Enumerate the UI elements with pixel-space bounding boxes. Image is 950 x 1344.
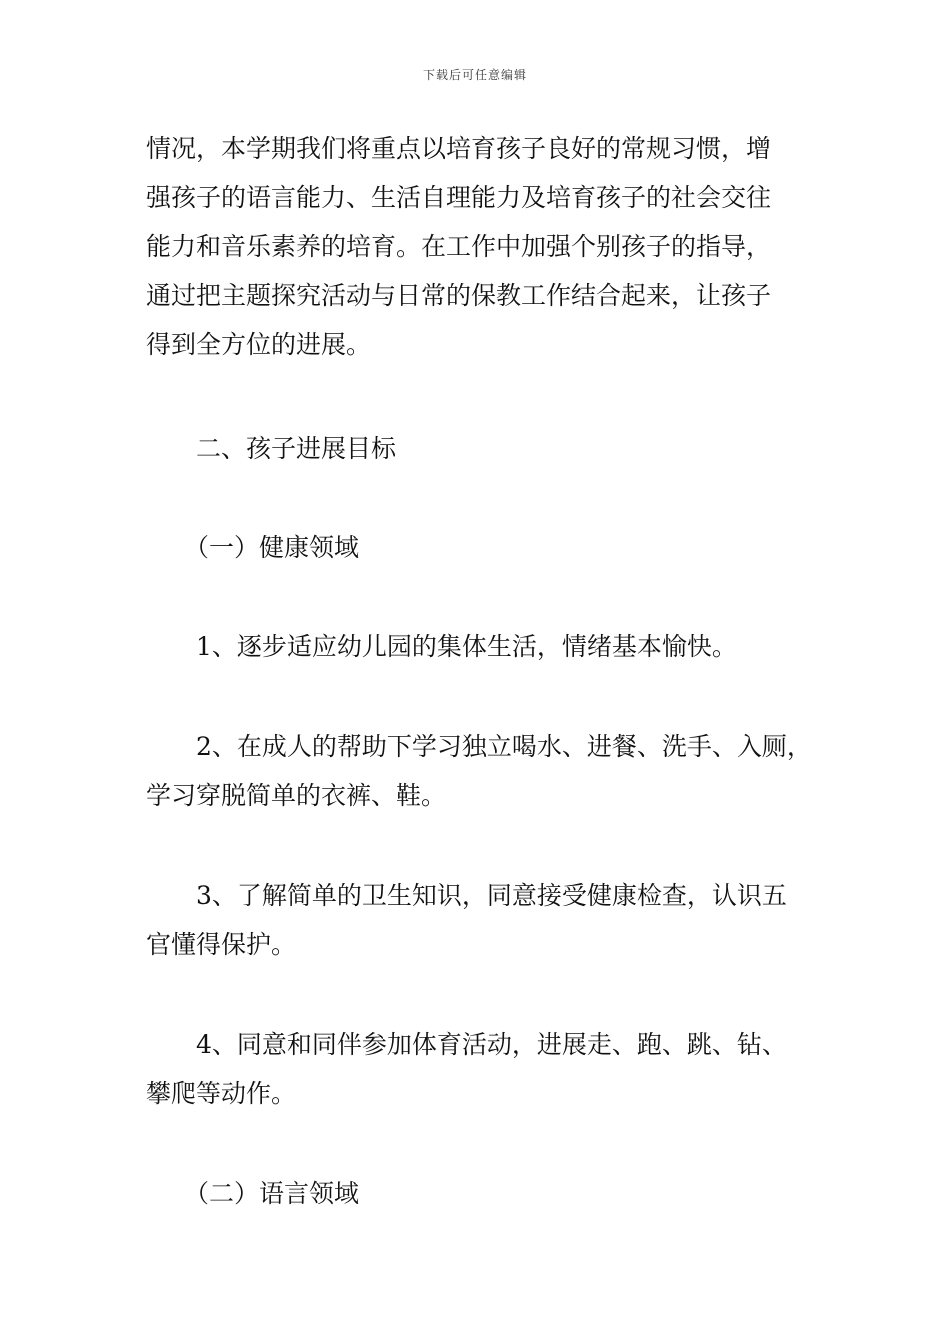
- subsection-title: （二）语言领域: [184, 1179, 360, 1208]
- text-line: 得到全方位的进展。: [146, 330, 372, 359]
- subsection-heading-language: [146, 1169, 854, 1218]
- list-item-text: 1、逐步适应幼儿园的集体生活，情绪基本愉快。: [196, 632, 737, 661]
- list-item-text: 2、在成人的帮助下学习独立喝水、进餐、洗手、入厕，: [196, 732, 812, 761]
- text-line: 强孩子的语言能力、生活自理能力及培育孩子的社会交往: [146, 183, 772, 212]
- section-title: 二、孩子进展目标: [196, 434, 397, 463]
- intro-paragraph: [146, 124, 816, 369]
- page-header-note: 下载后可任意编辑: [422, 68, 527, 82]
- list-item-text: 3、了解简单的卫生知识，同意接受健康检查，认识五: [196, 881, 787, 910]
- section-heading: [146, 424, 866, 473]
- list-item: [146, 622, 816, 671]
- subsection-heading-health: [146, 523, 854, 572]
- list-item-continuation: 官懂得保护。: [146, 930, 297, 959]
- text-line: 通过把主题探究活动与日常的保教工作结合起来，让孩子: [146, 281, 772, 310]
- text-line: 能力和音乐素养的培育。在工作中加强个别孩子的指导，: [146, 232, 772, 261]
- list-item-continuation: 学习穿脱简单的衣裤、鞋。: [146, 781, 447, 810]
- list-item-text: 4、同意和同伴参加体育活动，进展走、跑、跳、钻、: [196, 1030, 787, 1059]
- list-item: [146, 1020, 816, 1118]
- list-item: [146, 722, 816, 820]
- text-line: 情况，本学期我们将重点以培育孩子良好的常规习惯，增: [146, 134, 772, 163]
- subsection-title: （一）健康领域: [184, 533, 360, 562]
- list-item-continuation: 攀爬等动作。: [146, 1079, 297, 1108]
- list-item: [146, 871, 816, 969]
